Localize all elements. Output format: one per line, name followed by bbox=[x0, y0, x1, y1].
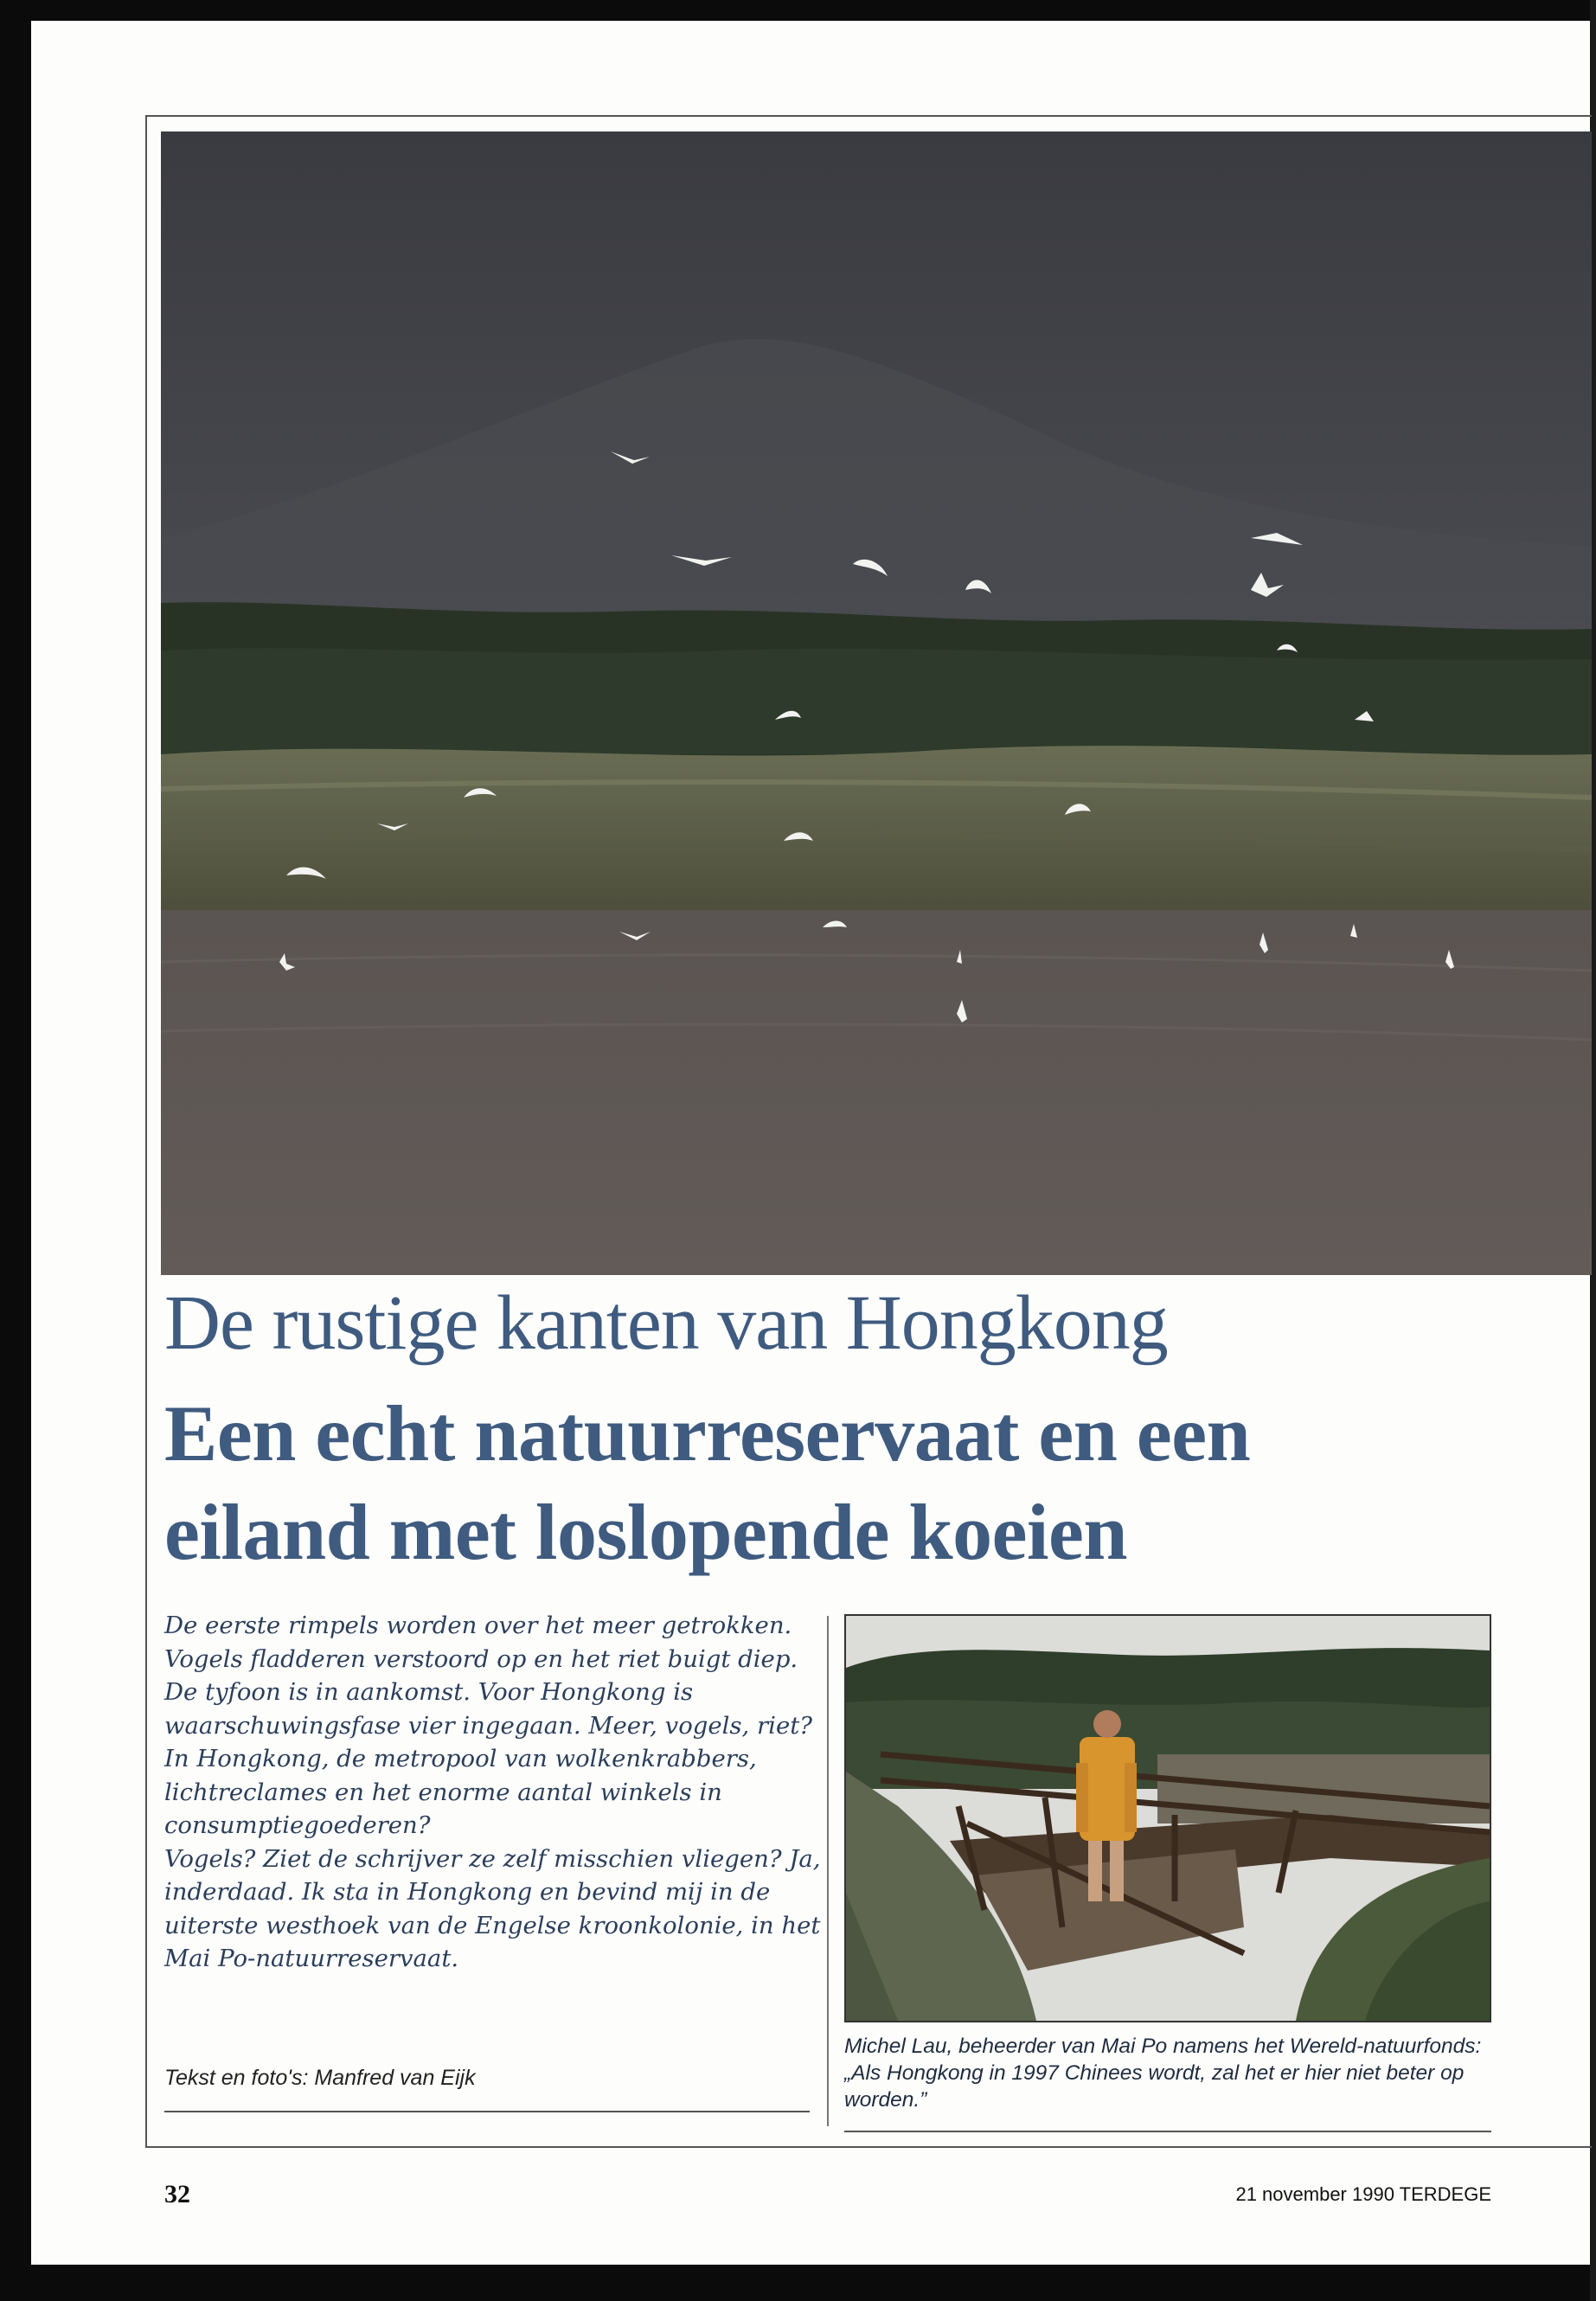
frame-rule-bottom bbox=[145, 2146, 1592, 2148]
intro-text: De eerste rimpels worden over het meer getrokken. Vogels fladderen verstoord op en het riet buigt diep. De tyfoon is in aankomst. Voor Hongkong is waarschuwingsfase vier ingegaan. Meer, vogels, riet? In Hongkong, de metropool van wolkenkrabbers, lichtreclames en het enorme aantal winkels in consumptiegoederen? bbox=[164, 1612, 813, 1839]
scan-border-left bbox=[0, 0, 31, 2301]
headline-line-1: Een echt natuurreservaat en een bbox=[164, 1389, 1251, 1477]
intro-text-continued: Vogels? Ziet de schrijver ze zelf misschien vliegen? Ja, inderdaad. Ik sta in Hongkong en bevind mij in de uiterste westhoek van de Engelse kroonkolonie, in het Mai Po-natuurreservaat. bbox=[164, 1844, 821, 1972]
photo-michel-lau bbox=[844, 1614, 1491, 2022]
column-divider bbox=[827, 1616, 829, 2126]
photo-caption: Michel Lau, beheerder van Mai Po namens het Wereld-natuurfonds: „Als Hongkong in 1997 Chinees wordt, zal het er hier niet beter op worden.” bbox=[844, 2035, 1482, 2112]
intro-paragraph bbox=[164, 1609, 822, 1976]
headline-line-2: eiland met loslopende koeien bbox=[164, 1488, 1128, 1576]
frame-rule-left bbox=[145, 115, 147, 2148]
frame-rule-top bbox=[145, 115, 1592, 117]
footer-source: 21 november 1990 TERDEGE bbox=[1235, 2183, 1491, 2205]
main-photo-egrets-marsh bbox=[161, 131, 1592, 1275]
headline bbox=[164, 1384, 1574, 1581]
photo-michel-lau-image bbox=[846, 1616, 1490, 2021]
kicker-title: De rustige kanten van Hongkong bbox=[164, 1280, 1168, 1366]
intro-rule bbox=[164, 2111, 810, 2112]
page-number: 32 bbox=[164, 2180, 190, 2208]
scan-border-bottom bbox=[0, 2265, 1596, 2301]
caption-rule bbox=[844, 2131, 1491, 2132]
author-credit: Tekst en foto's: Manfred van Eijk bbox=[164, 2066, 476, 2090]
scan-border-top bbox=[0, 0, 1596, 21]
